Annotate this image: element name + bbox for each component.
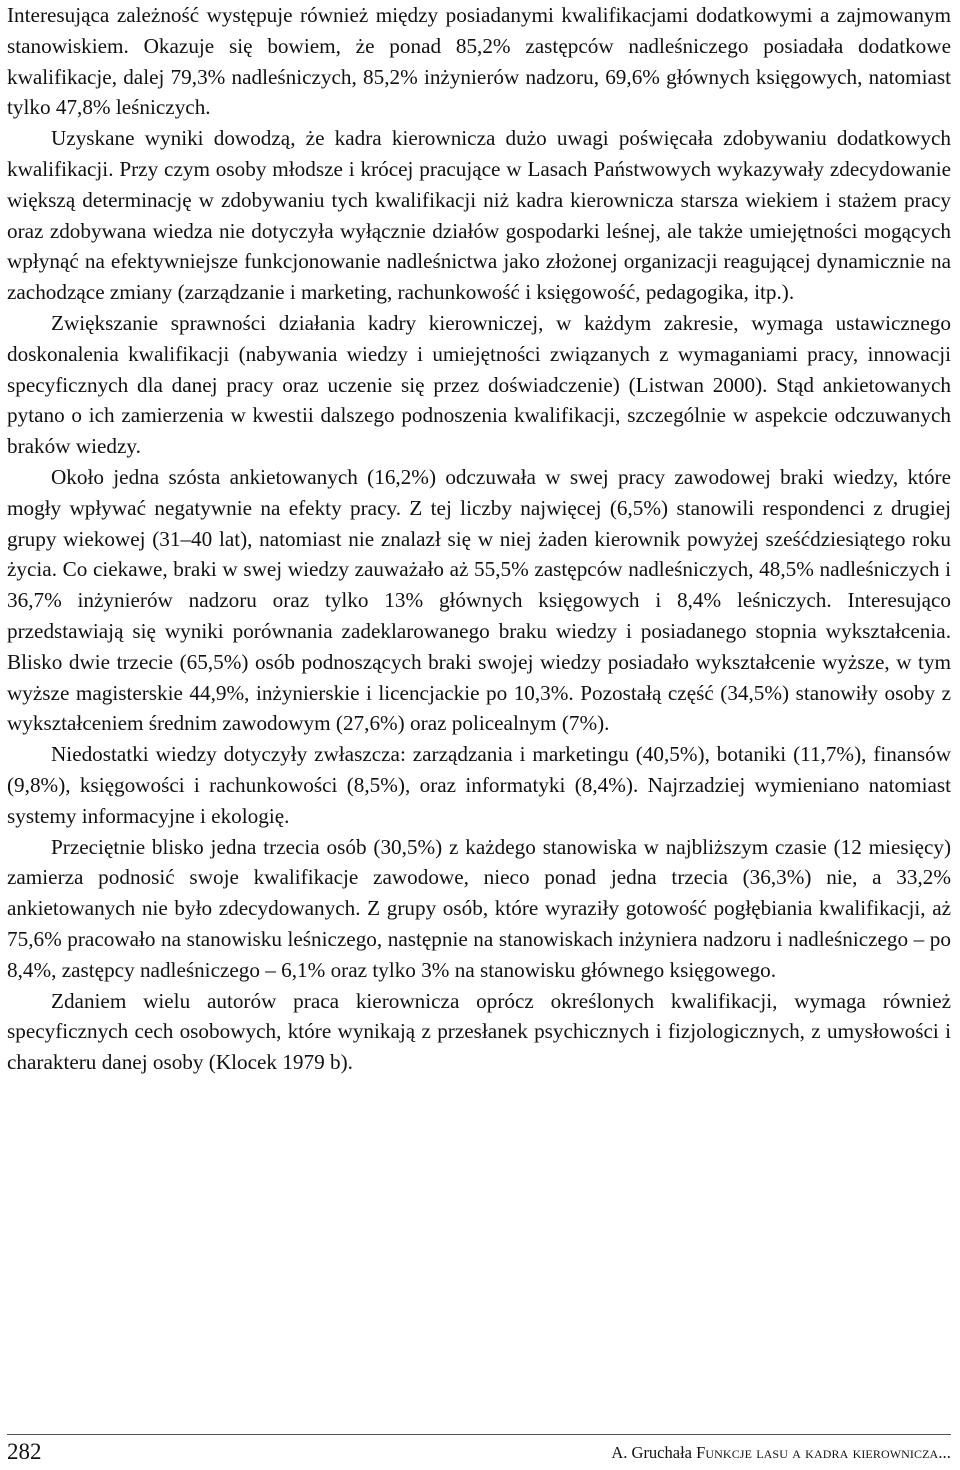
paragraph: Zdaniem wielu autorów praca kierownicza oprócz określonych kwalifikacji, wymaga również specyficznych cech osobowych, które wynikają z przesłanek psychicznych i fizjologicznych, z umysłowości i charakteru danej osoby (Klocek 1979 b).: [7, 988, 951, 1075]
paragraph: Zwiększanie sprawności działania kadry kierowniczej, w każdym zakresie, wymaga ustawicznego doskonalenia kwalifikacji (nabywania wiedzy i umiejętności związanych z wymaganiami pracy, innowacji specyficznych dla danej pracy oraz uczenie się przez doświadczenie) (Listwan 2000). Stąd ankietowanych pytano o ich zamierzenia w kwestii dalszego podnoszenia kwalifikacji, szczególnie w aspekcie odczuwanych braków wiedzy.: [7, 310, 951, 459]
paragraph: Uzyskane wyniki dowodzą, że kadra kierownicza dużo uwagi poświęcała zdobywaniu dodatkowych kwalifikacji. Przy czym osoby młodsze i krócej pracujące w Lasach Państwowych wykazywały zdecydowanie większą determinację w zdobywaniu tych kwalifikacji niż kadra kierownicza starsza wiekiem i stażem pracy oraz zdobywana wiedza nie dotyczyła wyłącznie działów gospodarki leśnej, ale także umiejętności mogących wpłynąć na efektywniejsze funkcjonowanie nadleśnictwa jako złożonej organizacji reagującej dynamicznie na zachodzące zmiany (zarządzanie i marketing, rachunkowość i księgowość, pedagogika, itp.).: [7, 126, 951, 305]
paragraph: Niedostatki wiedzy dotyczyły zwłaszcza: zarządzania i marketingu (40,5%), botaniki (11,7%), finansów (9,8%), księgowości i rachunkowości (8,5%), oraz informatyki (8,4%). Najrzadziej wymieniano natomiast systemy informacyjne i ekologię.: [7, 742, 951, 828]
paragraph: Interesująca zależność występuje również między posiadanymi kwalifikacjami dodatkowymi a zajmowanym stanowiskiem. Okazuje się bowiem, że ponad 85,2% zastępców nadleśniczego posiadała dodatkowe kwalifikacje, dalej 79,3% nadleśniczych, 85,2% inżynierów nadzoru, 69,6% głównych księgowych, natomiast tylko 47,8% leśniczych.: [7, 3, 951, 120]
running-head-author: A. Gruchała: [611, 1443, 692, 1462]
running-head-title: Funkcje lasu a kadra kierownicza...: [696, 1443, 951, 1462]
running-head: [611, 1442, 951, 1464]
paragraph: Około jedna szósta ankietowanych (16,2%) odczuwała w swej pracy zawodowej braki wiedzy, które mogły wpływać negatywnie na efekty pracy. Z tej liczby najwięcej (6,5%) stanowili respondenci z drugiej grupy wiekowej (31–40 lat), natomiast nie znalazł się w niej żaden kierownik powyżej sześćdziesiątego roku życia. Co ciekawe, braki w swej wiedzy zauważało aż 55,5% zastępców nadleśniczych, 48,5% nadleśniczych i 36,7% inżynierów nadzoru oraz tylko 13% głównych księgowych i 8,4% leśniczych. Interesująco przedstawiają się wyniki porównania zadeklarowanego braku wiedzy i posiadanego stopnia wykształcenia. Blisko dwie trzecie (65,5%) osób podnoszących braki swojej wiedzy posiadało wykształcenie wyższe, w tym wyższe magisterskie 44,9%, inżynierskie i licencjackie po 10,3%. Pozostałą część (34,5%) stanowiły osoby z wykształceniem średnim zawodowym (27,6%) oraz policealnym (7%).: [7, 464, 951, 736]
page-footer: [7, 1434, 951, 1470]
page-body: [7, 0, 951, 1078]
footer-rule: [7, 1434, 951, 1435]
page-number: 282: [7, 1439, 42, 1464]
paragraph: Przeciętnie blisko jedna trzecia osób (30,5%) z każdego stanowiska w najbliższym czasie (12 miesięcy) zamierza podnosić swoje kwalifikacje zawodowe, nieco ponad jedna trzecia (36,3%) nie, a 33,2% ankietowanych nie było zdecydowanych. Z grupy osób, które wyraziły gotowość pogłębiania kwalifikacji, aż 75,6% pracowało na stanowisku leśniczego, następnie na stanowiskach inżyniera nadzoru i nadleśniczego – po 8,4%, zastępcy nadleśniczego – 6,1% oraz tylko 3% na stanowisku głównego księgowego.: [7, 834, 951, 982]
